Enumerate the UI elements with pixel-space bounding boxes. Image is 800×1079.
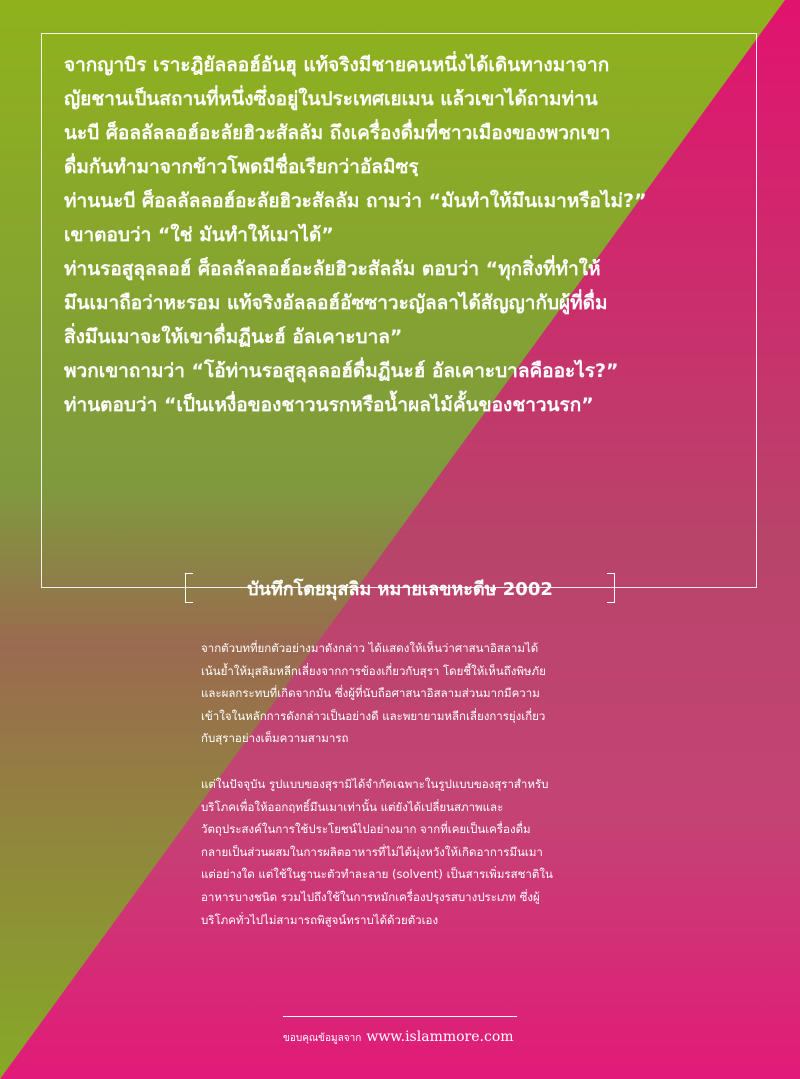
quote-line: ท่านตอบว่า “เป็นเหงื่อของชาวนรกหรือน้ำผลไม้คั้นของชาวนรก” xyxy=(64,394,594,416)
body-line: บริโภคทั่วไปไม่สามารถพิสูจน์ทราบได้ด้วยตัวเอง xyxy=(201,912,439,927)
quote-line: สิ่งมึนเมาจะให้เขาดื่มฏีนะฮ์ อัลเคาะบาล” xyxy=(64,326,403,348)
right-bracket xyxy=(607,573,615,603)
body-line: อาหารบางชนิด รวมไปถึงใช้ในการหมักเครื่องปรุงรสบางประเภท ซึ่งผู้ xyxy=(201,889,540,904)
body-line: กับสุราอย่างเต็มความสามารถ xyxy=(201,731,349,746)
quote-line: นะบี ศ็อลลัลลอฮ์อะลัยฮิวะสัลลัม ถึงเครื่องดื่มที่ชาวเมืองของพวกเขา xyxy=(64,122,611,144)
quote-line: ท่านนะบี ศ็อลลัลลอฮ์อะลัยฮิวะสัลลัม ถามว่า “มันทำให้มึนเมาหรือไม่?” xyxy=(64,190,647,212)
quote-line: เขาตอบว่า “ใช่ มันทำให้เมาได้” xyxy=(64,224,334,246)
quote-line: ท่านรอสูลุลลอฮ์ ศ็อลลัลลอฮ์อะลัยฮิวะสัลลัม ตอบว่า “ทุกสิ่งที่ทำให้ xyxy=(64,258,601,280)
quote-line: พวกเขาถามว่า “โอ้ท่านรอสูลุลลอฮ์ดื่มฏีนะฮ์ อัลเคาะบาลคืออะไร?” xyxy=(64,360,619,382)
quote-line: จากญาบิร เราะฎิยัลลอฮ์อันฮุ แท้จริงมีชายคนหนึ่งได้เดินทางมาจาก xyxy=(64,54,610,76)
body-line: เน้นย้ำให้มุสลิมหลีกเลี่ยงจากการข้องเกี่ยวกับสุรา โดยชี้ให้เห็นถึงพิษภัย xyxy=(201,663,546,678)
quote-line: ดื่มกันทำมาจากข้าวโพดมีชื่อเรียกว่าอัลมิซรฺ xyxy=(64,156,419,178)
credit-line xyxy=(283,1026,523,1046)
body-line: แต่อย่างใด แต่ใช้ในฐานะตัวทำละลาย (solvent) เป็นสารเพิ่มรสชาติใน xyxy=(201,867,553,882)
credit-url[interactable]: www.islammore.com xyxy=(366,1029,514,1045)
body-line: แต่ในปัจจุบัน รูปแบบของสุรามิได้จำกัดเฉพาะในรูปแบบของสุราสำหรับ xyxy=(201,776,549,791)
body-text xyxy=(201,637,641,954)
left-bracket xyxy=(185,573,193,603)
caption-text: บันทึกโดยมุสลิม หมายเลขหะดีษ 2002 xyxy=(247,578,553,600)
body-line: วัตถุประสงค์ในการใช้ประโยชน์ไปอย่างมาก จากที่เคยเป็นเครื่องดื่ม xyxy=(201,822,531,837)
credit-label: ขอบคุณข้อมูลจาก xyxy=(283,1033,362,1044)
quote-line: มึนเมาถือว่าหะรอม แท้จริงอัลลอฮ์อัซซาวะญัลลาได้สัญญากับผู้ที่ดื่ม xyxy=(64,292,608,314)
quote-line: ญัยชานเป็นสถานที่หนึ่งซึ่งอยู่ในประเทศเยเมน แล้วเขาได้ถามท่าน xyxy=(64,88,598,110)
paragraph xyxy=(201,637,641,750)
hadith-caption xyxy=(185,570,615,606)
credit-divider xyxy=(283,1016,517,1017)
body-line: เข้าใจในหลักการดังกล่าวเป็นอย่างดี และพยายามหลีกเลี่ยงการยุ่งเกี่ยว xyxy=(201,708,546,723)
body-line: กลายเป็นส่วนผสมในการผลิตอาหารที่ไม่ได้มุ่งหวังให้เกิดอาการมึนเมา xyxy=(201,844,543,859)
hadith-quote xyxy=(64,48,744,422)
body-line: และผลกระทบที่เกิดจากมัน ซึ่งผู้ที่นับถือศาสนาอิสลามส่วนมากมีความ xyxy=(201,686,540,701)
body-line: จากตัวบทที่ยกตัวอย่างมาดังกล่าว ได้แสดงให้เห็นว่าศาสนาอิสลามได้ xyxy=(201,641,539,655)
paragraph xyxy=(201,773,641,931)
body-line: บริโภคเพื่อให้ออกฤทธิ์มึนเมาเท่านั้น แต่ยังได้เปลี่ยนสภาพและ xyxy=(201,799,504,814)
